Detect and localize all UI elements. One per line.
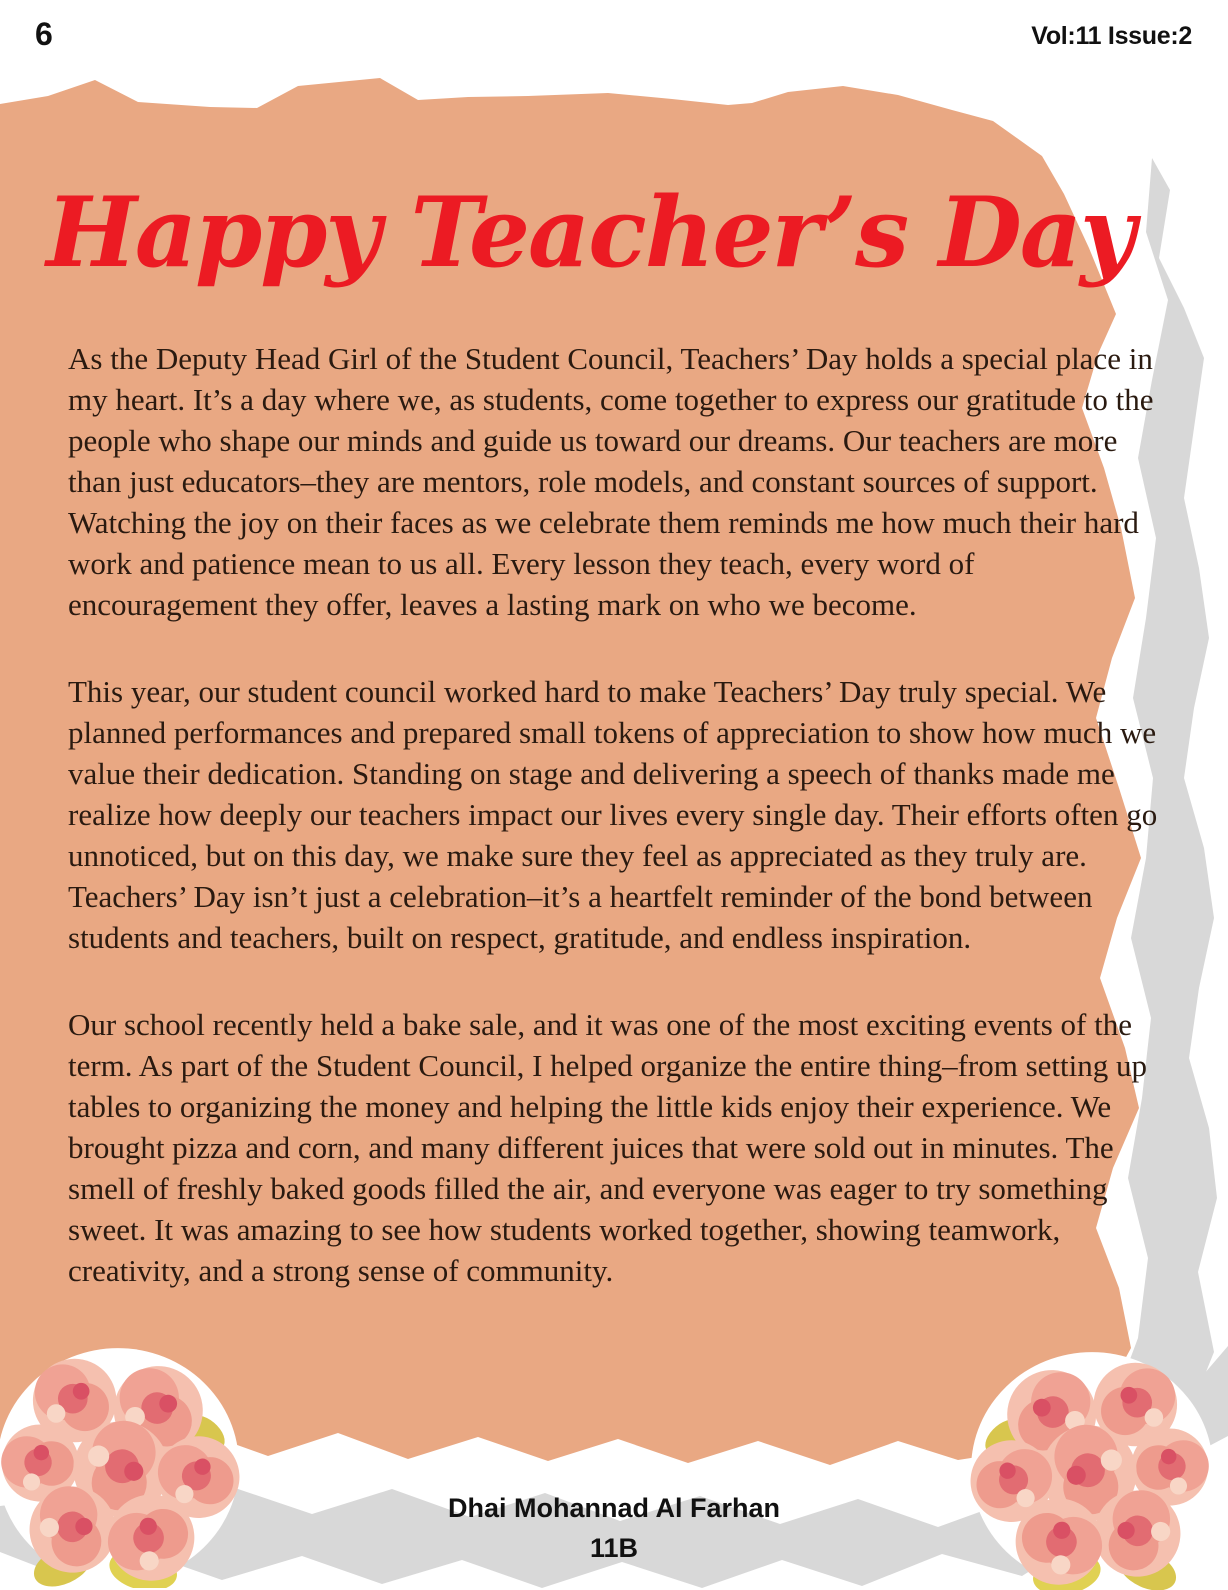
article-paragraph: This year, our student council worked hard to make Teachers’ Day truly special. We planned performances and prepared small tokens of appreciation to show how much we value their dedication. Standing on stage and delivering a speech of thanks made me realize how deeply our teachers impact our lives every single day. Their efforts often go unnoticed, but on this day, we make sure they feel as appreciated as they truly are. Teachers’ Day isn’t just a celebration–it’s a heartfelt reminder of the bond between students and teachers, built on respect, gratitude, and endless inspiration. bbox=[68, 674, 1158, 955]
author-class: 11B bbox=[589, 1533, 639, 1563]
article-title: Happy Teacher’s Day bbox=[46, 176, 1134, 289]
author-credit bbox=[0, 1488, 1228, 1568]
article-body bbox=[68, 338, 1164, 1337]
article-paragraph: As the Deputy Head Girl of the Student Council, Teachers’ Day holds a special place in my heart. It’s a day where we, as students, come together to express our gratitude to the people who shape our minds and guide us toward our dreams. Our teachers are more than just educators–they are mentors, role models, and constant sources of support. Watching the joy on their faces as we celebrate them reminds me how much their hard work and patience mean to us all. Every lesson they teach, every word of encouragement they offer, leaves a lasting mark on who we become. bbox=[68, 341, 1154, 622]
article-paragraph: Our school recently held a bake sale, and it was one of the most exciting events of the term. As part of the Student Council, I helped organize the entire thing–from setting up tables to organizing the money and helping the little kids enjoy their experience. We brought pizza and corn, and many different juices that were sold out in minutes. The smell of freshly baked goods filled the air, and everyone was eager to try something sweet. It was amazing to see how students worked together, showing teamwork, creativity, and a strong sense of community. bbox=[68, 1007, 1148, 1288]
issue-label: Vol:11 Issue:2 bbox=[1031, 22, 1192, 50]
page-number: 6 bbox=[35, 16, 53, 52]
author-name: Dhai Mohannad Al Farhan bbox=[447, 1493, 780, 1523]
